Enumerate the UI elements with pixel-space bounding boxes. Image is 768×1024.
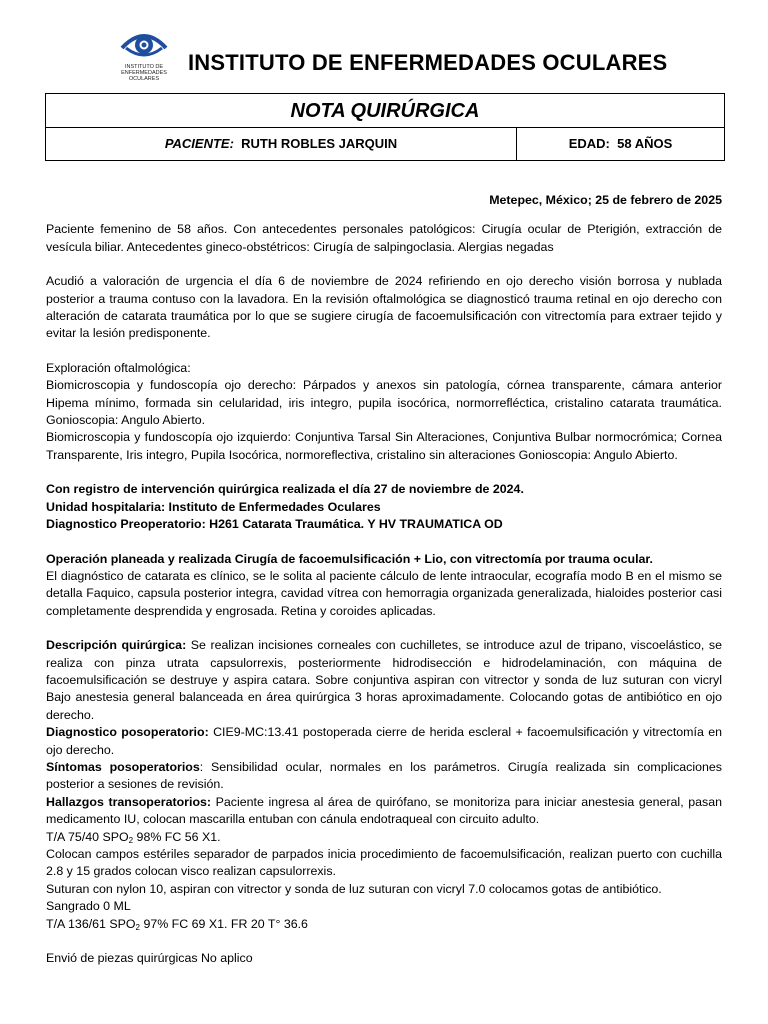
note-body <box>46 192 722 967</box>
patient-name: RUTH ROBLES JARQUIN <box>241 136 398 151</box>
vitals-final: T/A 136/61 $SPO_2$ 97% FC 69 X1. FR 20 T° 36.6 <box>46 916 308 932</box>
age-label: EDAD: <box>568 136 610 151</box>
planned-operation: Operación planeada y realizada Cirugía de facoemulsificación + Lio, con vitrectomía por trauma ocular. <box>46 551 653 566</box>
surgical-description-label: Descripción quirúrgica: <box>46 638 187 653</box>
patient-row <box>46 128 724 160</box>
patient-cell <box>46 128 517 160</box>
transoperative-findings-text: Paciente ingresa al área de quirófano, se monitoriza para iniciar anestesia general, pasan medicamento IU, colocan mascarilla entuban con cánula endotraqueal con circuito adulto. <box>46 794 722 827</box>
surgical-description-text: Se realizan incisiones corneales con cuchilletes, se introduce azul de tripano, viscoelástico, se realiza con pinza utrata capsulorrexis, posteriormente hidrodisección e hidrodelaminación, con máquina de facoemulsificación se destruye y aspira catara. Sobre conjuntiva aspiran con vitrector y sonda de luz suturan con vicryl Bajo anestesia general balanceada en área quirúrgica 3 horas aproximadamente. Colocando gotas de antibiótico en ojo derecho. <box>46 638 722 722</box>
transoperative-findings <box>46 794 722 829</box>
institute-title: INSTITUTO DE ENFERMEDADES OCULARES <box>188 50 668 75</box>
postoperative-symptoms-text: : Sensibilidad ocular, normales en los parámetros. Cirugía realizada sin complicaciones posterior a sesiones de revisión. <box>46 759 722 792</box>
document-header <box>112 30 732 92</box>
institute-logo <box>112 30 176 90</box>
note-title: NOTA QUIRÚRGICA <box>46 94 724 128</box>
exploration-right-eye: Biomicroscopia y fundoscopía ojo derecho: Párpados y anexos sin patología, córnea transparente, cámara anterior Hipema mínimo, formada sin celularidad, iris integro, pupila isocórica, normorrefléctica, cristalino catarata traumática. Gonioscopia: Angulo Abierto. <box>46 378 722 428</box>
bleeding: Sangrado 0 ML <box>46 899 131 914</box>
date-line: Metepec, México; 25 de febrero de 2025 <box>489 193 722 207</box>
paragraph-fields: Colocan campos estériles separador de parpados inicia procedimiento de facoemulsificación, realizan puerto con cuchilla 2.8 y 15 grados colocan visco realizan capsulorrexis. <box>46 847 722 879</box>
postoperative-symptoms-label: Síntomas posoperatorios <box>46 759 200 774</box>
postoperative-diagnosis-text: CIE9-MC:13.41 postoperada cierre de herida escleral + facoemulsificación y vitrectomía en ojo derecho. <box>46 725 722 757</box>
age-cell <box>517 128 724 160</box>
exploration-left-eye: Biomicroscopia y fundoscopía ojo izquierdo: Conjuntiva Tarsal Sin Alteraciones, Conjuntiva Bulbar normocrómica; Cornea Transparente, Iris integro, Pupila Isocórica, normoreflectiva, cristalino sin alteraciones Gonioscopia: Angulo Abierto. <box>46 430 722 462</box>
postoperative-symptoms <box>46 759 722 794</box>
paragraph-background: Paciente femenino de 58 años. Con antecedentes personales patológicos: Cirugía ocular de Pterigión, extracción de vesícula biliar. Antecedentes gineco-obstétricos: Cirugía de salpingoclasia. Alergias negadas <box>46 222 722 254</box>
note-header-box <box>45 93 725 161</box>
patient-label: PACIENTE: <box>164 136 234 151</box>
specimens-sent: Envió de piezas quirúrgicas No aplico <box>46 951 253 966</box>
preoperative-diagnosis: Diagnostico Preoperatorio: H261 Catarata Traumática. Y HV TRAUMATICA OD <box>46 517 503 532</box>
postoperative-diagnosis-label: Diagnostico posoperatorio: <box>46 725 209 740</box>
eye-logo-icon <box>120 30 168 62</box>
logo-text: INSTITUTO DE ENFERMEDADES OCULARES <box>121 64 167 82</box>
postoperative-diagnosis <box>46 724 722 759</box>
surgical-description <box>46 637 722 724</box>
hospital-unit: Unidad hospitalaria: Instituto de Enfermedades Oculares <box>46 499 381 514</box>
paragraph-sutures: Suturan con nylon 10, aspiran con vitrector y sonda de luz suturan con vicryl 7.0 colocamos gotas de antibiótico. <box>46 881 662 896</box>
intervention-record: Con registro de intervención quirúrgica realizada el día 27 de noviembre de 2024. <box>46 482 524 497</box>
exploration-heading: Exploración oftalmológica: <box>46 360 191 375</box>
age-value: 58 AÑOS <box>617 136 673 151</box>
vitals-initial: T/A 75/40 $SPO_2$ 98% FC 56 X1. <box>46 829 221 845</box>
paragraph-history: Acudió a valoración de urgencia el día 6 de noviembre de 2024 refiriendo en ojo derecho visión borrosa y nublada posterior a trauma contuso con la lavadora. En la revisión oftalmológica se diagnosticó trauma retinal en ojo derecho con alteración de catarata traumática por lo que se sugiere cirugía de facoemulsificación con vitrectomía para extraer tejido y evitar la lesión predisponente. <box>46 274 722 341</box>
paragraph-diagnosis: El diagnóstico de catarata es clínico, se le solita al paciente cálculo de lente intraocular, ecografía modo B en el mismo se detalla Faquico, capsula posterior integra, cavidad vítrea con hemorragia organizada generalizada, hialoides posterior casi completamente desprendida y engrosada. Retina y coroides aplicadas. <box>46 568 722 618</box>
transoperative-findings-label: Hallazgos transoperatorios: <box>46 794 212 809</box>
